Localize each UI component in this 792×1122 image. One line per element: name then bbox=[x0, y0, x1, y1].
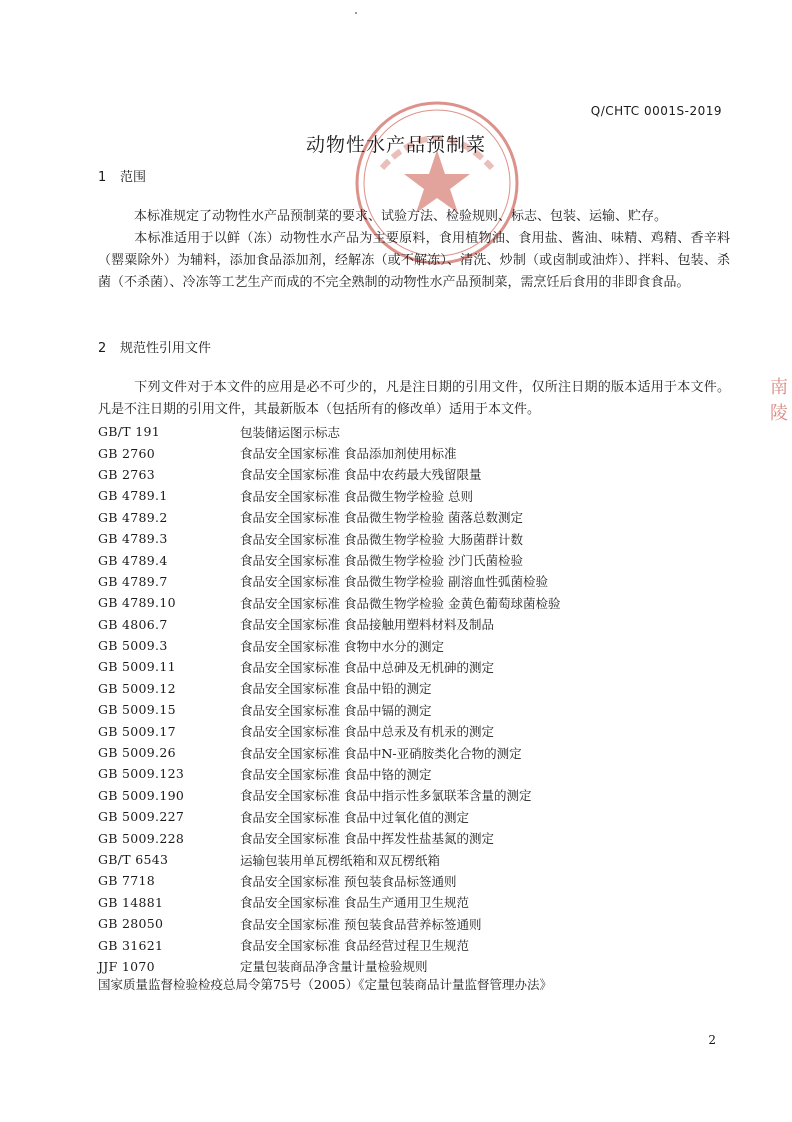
reference-row bbox=[98, 956, 738, 977]
section-number: 2 bbox=[98, 341, 107, 356]
reference-row bbox=[98, 507, 738, 528]
side-stamp-char: 南 bbox=[770, 377, 788, 398]
scope-paragraph-2 bbox=[98, 228, 730, 294]
reference-code: GB 4789.7 bbox=[98, 573, 168, 589]
reference-row bbox=[98, 806, 738, 827]
reference-code: JJF 1070 bbox=[98, 958, 155, 974]
reference-row bbox=[98, 742, 738, 763]
paragraph-text: 本标准适用于以鲜（冻）动物性水产品为主要原料，食用植物油、食用盐、酱油、味精、鸡精、香辛料（罂粟除外）为辅料，添加食品添加剂，经解冻（或不解冻）、清洗、炒制（或卤制或油炸）、拌料、包装、杀菌（不杀菌）、冷冻等工艺生产而成的不完全熟制的动物性水产品预制菜，需烹饪后食用的非即食食品。 bbox=[98, 231, 730, 290]
reference-row bbox=[98, 528, 738, 549]
reference-title: 食品安全国家标准 食品中总砷及无机砷的测定 bbox=[240, 659, 494, 675]
reference-row bbox=[98, 849, 738, 870]
references-list bbox=[98, 421, 738, 977]
reference-code: GB 5009.3 bbox=[98, 638, 168, 654]
reference-row bbox=[98, 549, 738, 570]
reference-row bbox=[98, 464, 738, 485]
reference-code: GB 28050 bbox=[98, 916, 164, 932]
reference-title: 包装储运图示标志 bbox=[240, 424, 341, 440]
section-1-heading bbox=[98, 166, 146, 185]
reference-title: 食品安全国家标准 食品微生物学检验 副溶血性弧菌检验 bbox=[240, 574, 548, 590]
reference-title: 食品安全国家标准 预包装食品营养标签通则 bbox=[240, 916, 482, 932]
reference-code: GB 5009.228 bbox=[98, 830, 185, 846]
reference-title: 食品安全国家标准 食品微生物学检验 沙门氏菌检验 bbox=[240, 553, 523, 569]
reference-row bbox=[98, 571, 738, 592]
reference-code: GB 2763 bbox=[98, 466, 156, 482]
reference-row bbox=[98, 421, 738, 442]
paragraph-text: 下列文件对于本文件的应用是必不可少的，凡是注日期的引用文件，仅所注日期的版本适用于本文件。凡是不注日期的引用文件，其最新版本（包括所有的修改单）适用于本文件。 bbox=[98, 380, 730, 417]
reference-row bbox=[98, 892, 738, 913]
section-title: 范围 bbox=[120, 170, 147, 185]
reference-title: 食品安全国家标准 食品添加剂使用标准 bbox=[240, 446, 457, 462]
reference-row bbox=[98, 592, 738, 613]
reference-row bbox=[98, 485, 738, 506]
reference-title: 食品安全国家标准 食物中水分的测定 bbox=[240, 638, 444, 654]
reference-title: 食品安全国家标准 食品生产通用卫生规范 bbox=[240, 895, 469, 911]
reference-title: 食品安全国家标准 食品中铬的测定 bbox=[240, 766, 432, 782]
section-number: 1 bbox=[98, 170, 107, 185]
reference-title: 食品安全国家标准 食品中N-亚硝胺类化合物的测定 bbox=[240, 745, 522, 761]
reference-row bbox=[98, 785, 738, 806]
reference-row bbox=[98, 720, 738, 741]
document-title: 动物性水产品预制菜 bbox=[305, 134, 486, 156]
reference-code: GB 31621 bbox=[98, 937, 164, 953]
scan-speck bbox=[355, 12, 357, 14]
section-2-heading bbox=[98, 337, 211, 356]
side-stamp-char: 陵 bbox=[770, 403, 788, 424]
reference-code: GB 2760 bbox=[98, 445, 156, 461]
reference-title: 食品安全国家标准 食品微生物学检验 菌落总数测定 bbox=[240, 510, 523, 526]
reference-title: 定量包装商品净含量计量检验规则 bbox=[240, 959, 428, 975]
decree-reference: 国家质量监督检验检疫总局令第75号（2005）《定量包装商品计量监督管理办法》 bbox=[98, 977, 552, 992]
reference-title: 食品安全国家标准 食品中挥发性盐基氮的测定 bbox=[240, 831, 494, 847]
reference-row bbox=[98, 827, 738, 848]
page-number: 2 bbox=[708, 1033, 716, 1047]
reference-row bbox=[98, 614, 738, 635]
reference-code: GB 14881 bbox=[98, 894, 164, 910]
reference-code: GB/T 191 bbox=[98, 424, 160, 440]
reference-code: GB 4789.10 bbox=[98, 595, 176, 611]
section-title: 规范性引用文件 bbox=[120, 341, 212, 356]
reference-code: GB 7718 bbox=[98, 873, 156, 889]
reference-code: GB 5009.26 bbox=[98, 745, 176, 761]
reference-code: GB/T 6543 bbox=[98, 852, 169, 867]
reference-title: 食品安全国家标准 食品中农药最大残留限量 bbox=[240, 467, 482, 483]
reference-code: GB 5009.12 bbox=[98, 680, 176, 696]
reference-code: GB 4789.3 bbox=[98, 531, 168, 547]
reference-code: GB 5009.123 bbox=[98, 766, 185, 782]
reference-code: GB 5009.15 bbox=[98, 702, 176, 718]
reference-row bbox=[98, 699, 738, 720]
reference-title: 食品安全国家标准 食品微生物学检验 总则 bbox=[240, 488, 473, 504]
reference-row bbox=[98, 763, 738, 784]
reference-title: 食品安全国家标准 预包装食品标签通则 bbox=[240, 873, 457, 889]
reference-row bbox=[98, 635, 738, 656]
reference-title: 食品安全国家标准 食品微生物学检验 金黄色葡萄球菌检验 bbox=[240, 595, 561, 611]
reference-row bbox=[98, 913, 738, 934]
scope-paragraph-1 bbox=[98, 206, 730, 228]
reference-code: GB 4806.7 bbox=[98, 616, 168, 632]
reference-title: 食品安全国家标准 食品中总汞及有机汞的测定 bbox=[240, 724, 494, 740]
reference-title: 食品安全国家标准 食品经营过程卫生规范 bbox=[240, 938, 469, 954]
reference-title: 食品安全国家标准 食品中过氧化值的测定 bbox=[240, 809, 469, 825]
reference-title: 食品安全国家标准 食品中镉的测定 bbox=[240, 702, 432, 718]
reference-row bbox=[98, 442, 738, 463]
reference-row bbox=[98, 870, 738, 891]
reference-row bbox=[98, 678, 738, 699]
reference-row bbox=[98, 934, 738, 955]
references-intro-paragraph bbox=[98, 377, 730, 421]
reference-code: GB 5009.190 bbox=[98, 787, 185, 803]
reference-title: 食品安全国家标准 食品微生物学检验 大肠菌群计数 bbox=[240, 531, 523, 547]
reference-row bbox=[98, 656, 738, 677]
reference-title: 食品安全国家标准 食品中指示性多氯联苯含量的测定 bbox=[240, 788, 532, 804]
reference-code: GB 5009.227 bbox=[98, 809, 185, 825]
reference-code: GB 5009.11 bbox=[98, 659, 176, 675]
reference-title: 食品安全国家标准 食品中铅的测定 bbox=[240, 681, 432, 697]
paragraph-text: 本标准规定了动物性水产品预制菜的要求、试验方法、检验规则、标志、包装、运输、贮存。 bbox=[134, 209, 668, 224]
side-seal-stamp bbox=[762, 375, 792, 465]
reference-title: 食品安全国家标准 食品接触用塑料材料及制品 bbox=[240, 617, 494, 633]
reference-code: GB 4789.4 bbox=[98, 552, 168, 568]
reference-code: GB 4789.2 bbox=[98, 509, 168, 525]
reference-code: GB 4789.1 bbox=[98, 488, 168, 504]
reference-code: GB 5009.17 bbox=[98, 723, 176, 739]
reference-title: 运输包装用单瓦楞纸箱和双瓦楞纸箱 bbox=[240, 852, 441, 868]
standard-code: Q/CHTC 0001S-2019 bbox=[590, 104, 722, 118]
